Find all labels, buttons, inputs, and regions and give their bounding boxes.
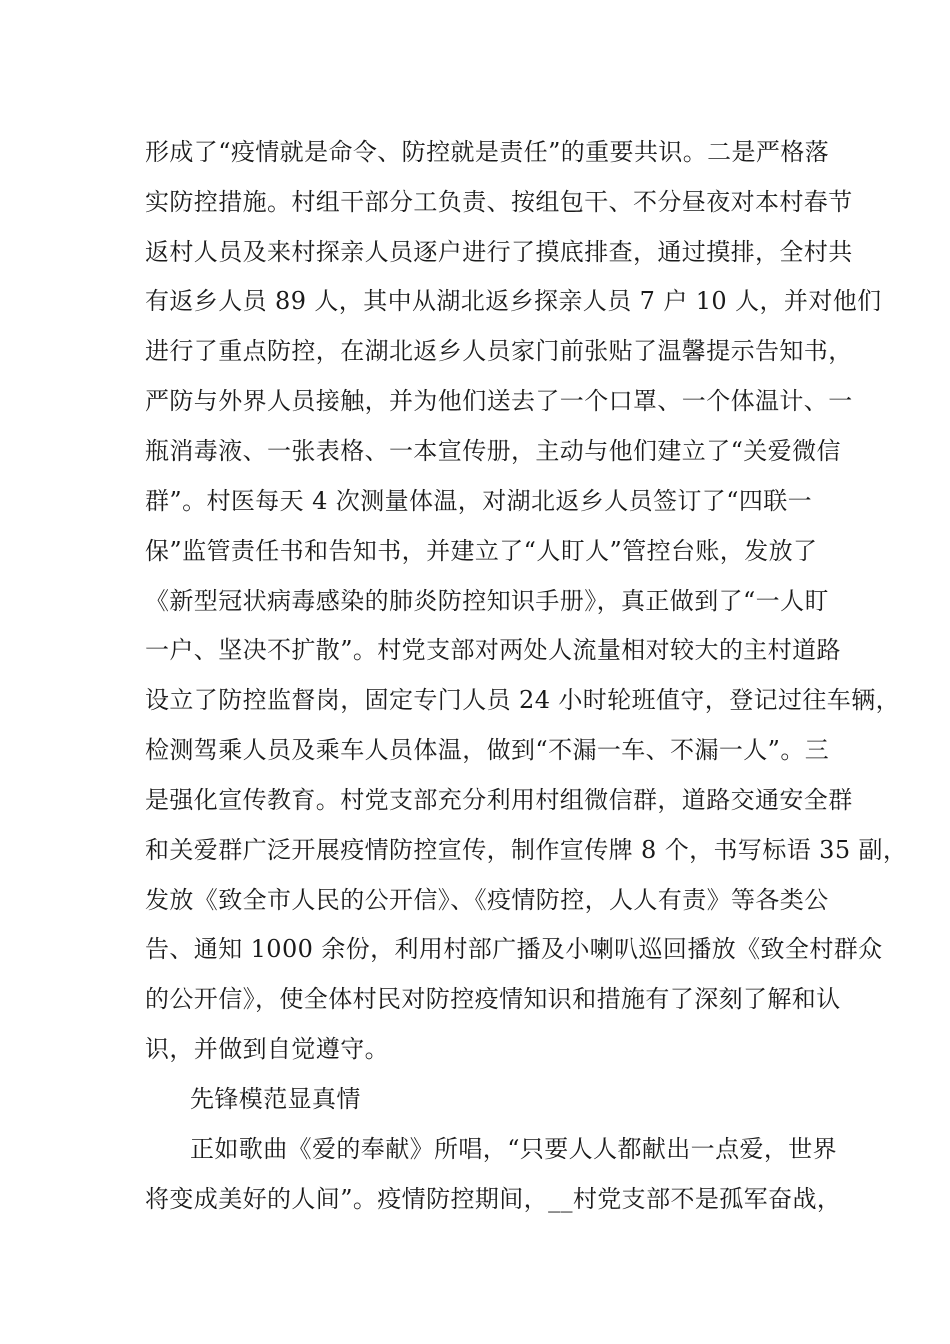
- body-text-line: 返村人员及来村探亲人员逐户进行了摸底排查，通过摸排，全村共: [145, 238, 853, 266]
- body-text-line: 实防控措施。村组干部分工负责、按组包干、不分昼夜对本村春节: [145, 188, 853, 216]
- body-text-line: 有返乡人员 89 人，其中从湖北返乡探亲人员 7 户 10 人，并对他们: [145, 287, 882, 315]
- body-text-line: 正如歌曲《爱的奉献》所唱，“只要人人都献出一点爱，世界: [190, 1135, 838, 1163]
- body-text-line: 一户、坚决不扩散”。村党支部对两处人流量相对较大的主村道路: [145, 636, 841, 664]
- body-text-line: 识，并做到自觉遵守。: [145, 1035, 389, 1063]
- body-text-line: 是强化宣传教育。村党支部充分利用村组微信群，道路交通安全群: [145, 786, 853, 814]
- body-text-line: 保”监管责任书和告知书，并建立了“人盯人”管控台账，发放了: [145, 537, 818, 565]
- body-text-line: 《新型冠状病毒感染的肺炎防控知识手册》，真正做到了“一人盯: [145, 587, 829, 615]
- body-text-line: 和关爱群广泛开展疫情防控宣传，制作宣传牌 8 个，书写标语 35 副，: [145, 836, 908, 864]
- body-text-line: 设立了防控监督岗，固定专门人员 24 小时轮班值守，登记过往车辆，: [145, 686, 900, 714]
- body-text-line: 告、通知 1000 余份，利用村部广播及小喇叭巡回播放《致全村群众: [145, 935, 883, 963]
- body-text-line: 发放《致全市人民的公开信》、《疫情防控，人人有责》等各类公: [145, 886, 829, 914]
- body-text-line: 严防与外界人员接触，并为他们送去了一个口罩、一个体温计、一: [145, 387, 853, 415]
- body-text-line: 将变成美好的人间”。疫情防控期间，__村党支部不是孤军奋战，: [145, 1185, 842, 1213]
- body-text-line: 群”。村医每天 4 次测量体温，对湖北返乡人员签订了“四联一: [145, 487, 813, 515]
- body-text-line: 进行了重点防控，在湖北返乡人员家门前张贴了温馨提示告知书，: [145, 337, 853, 365]
- body-text-line: 瓶消毒液、一张表格、一本宣传册，主动与他们建立了“关爱微信: [145, 437, 841, 465]
- body-text-line: 的公开信》，使全体村民对防控疫情知识和措施有了深刻了解和认: [145, 985, 841, 1013]
- body-text-line: 检测驾乘人员及乘车人员体温，做到“不漏一车、不漏一人”。三: [145, 736, 830, 764]
- section-heading: 先锋模范显真情: [190, 1085, 361, 1113]
- body-text-line: 形成了“疫情就是命令、防控就是责任”的重要共识。二是严格落: [145, 138, 830, 166]
